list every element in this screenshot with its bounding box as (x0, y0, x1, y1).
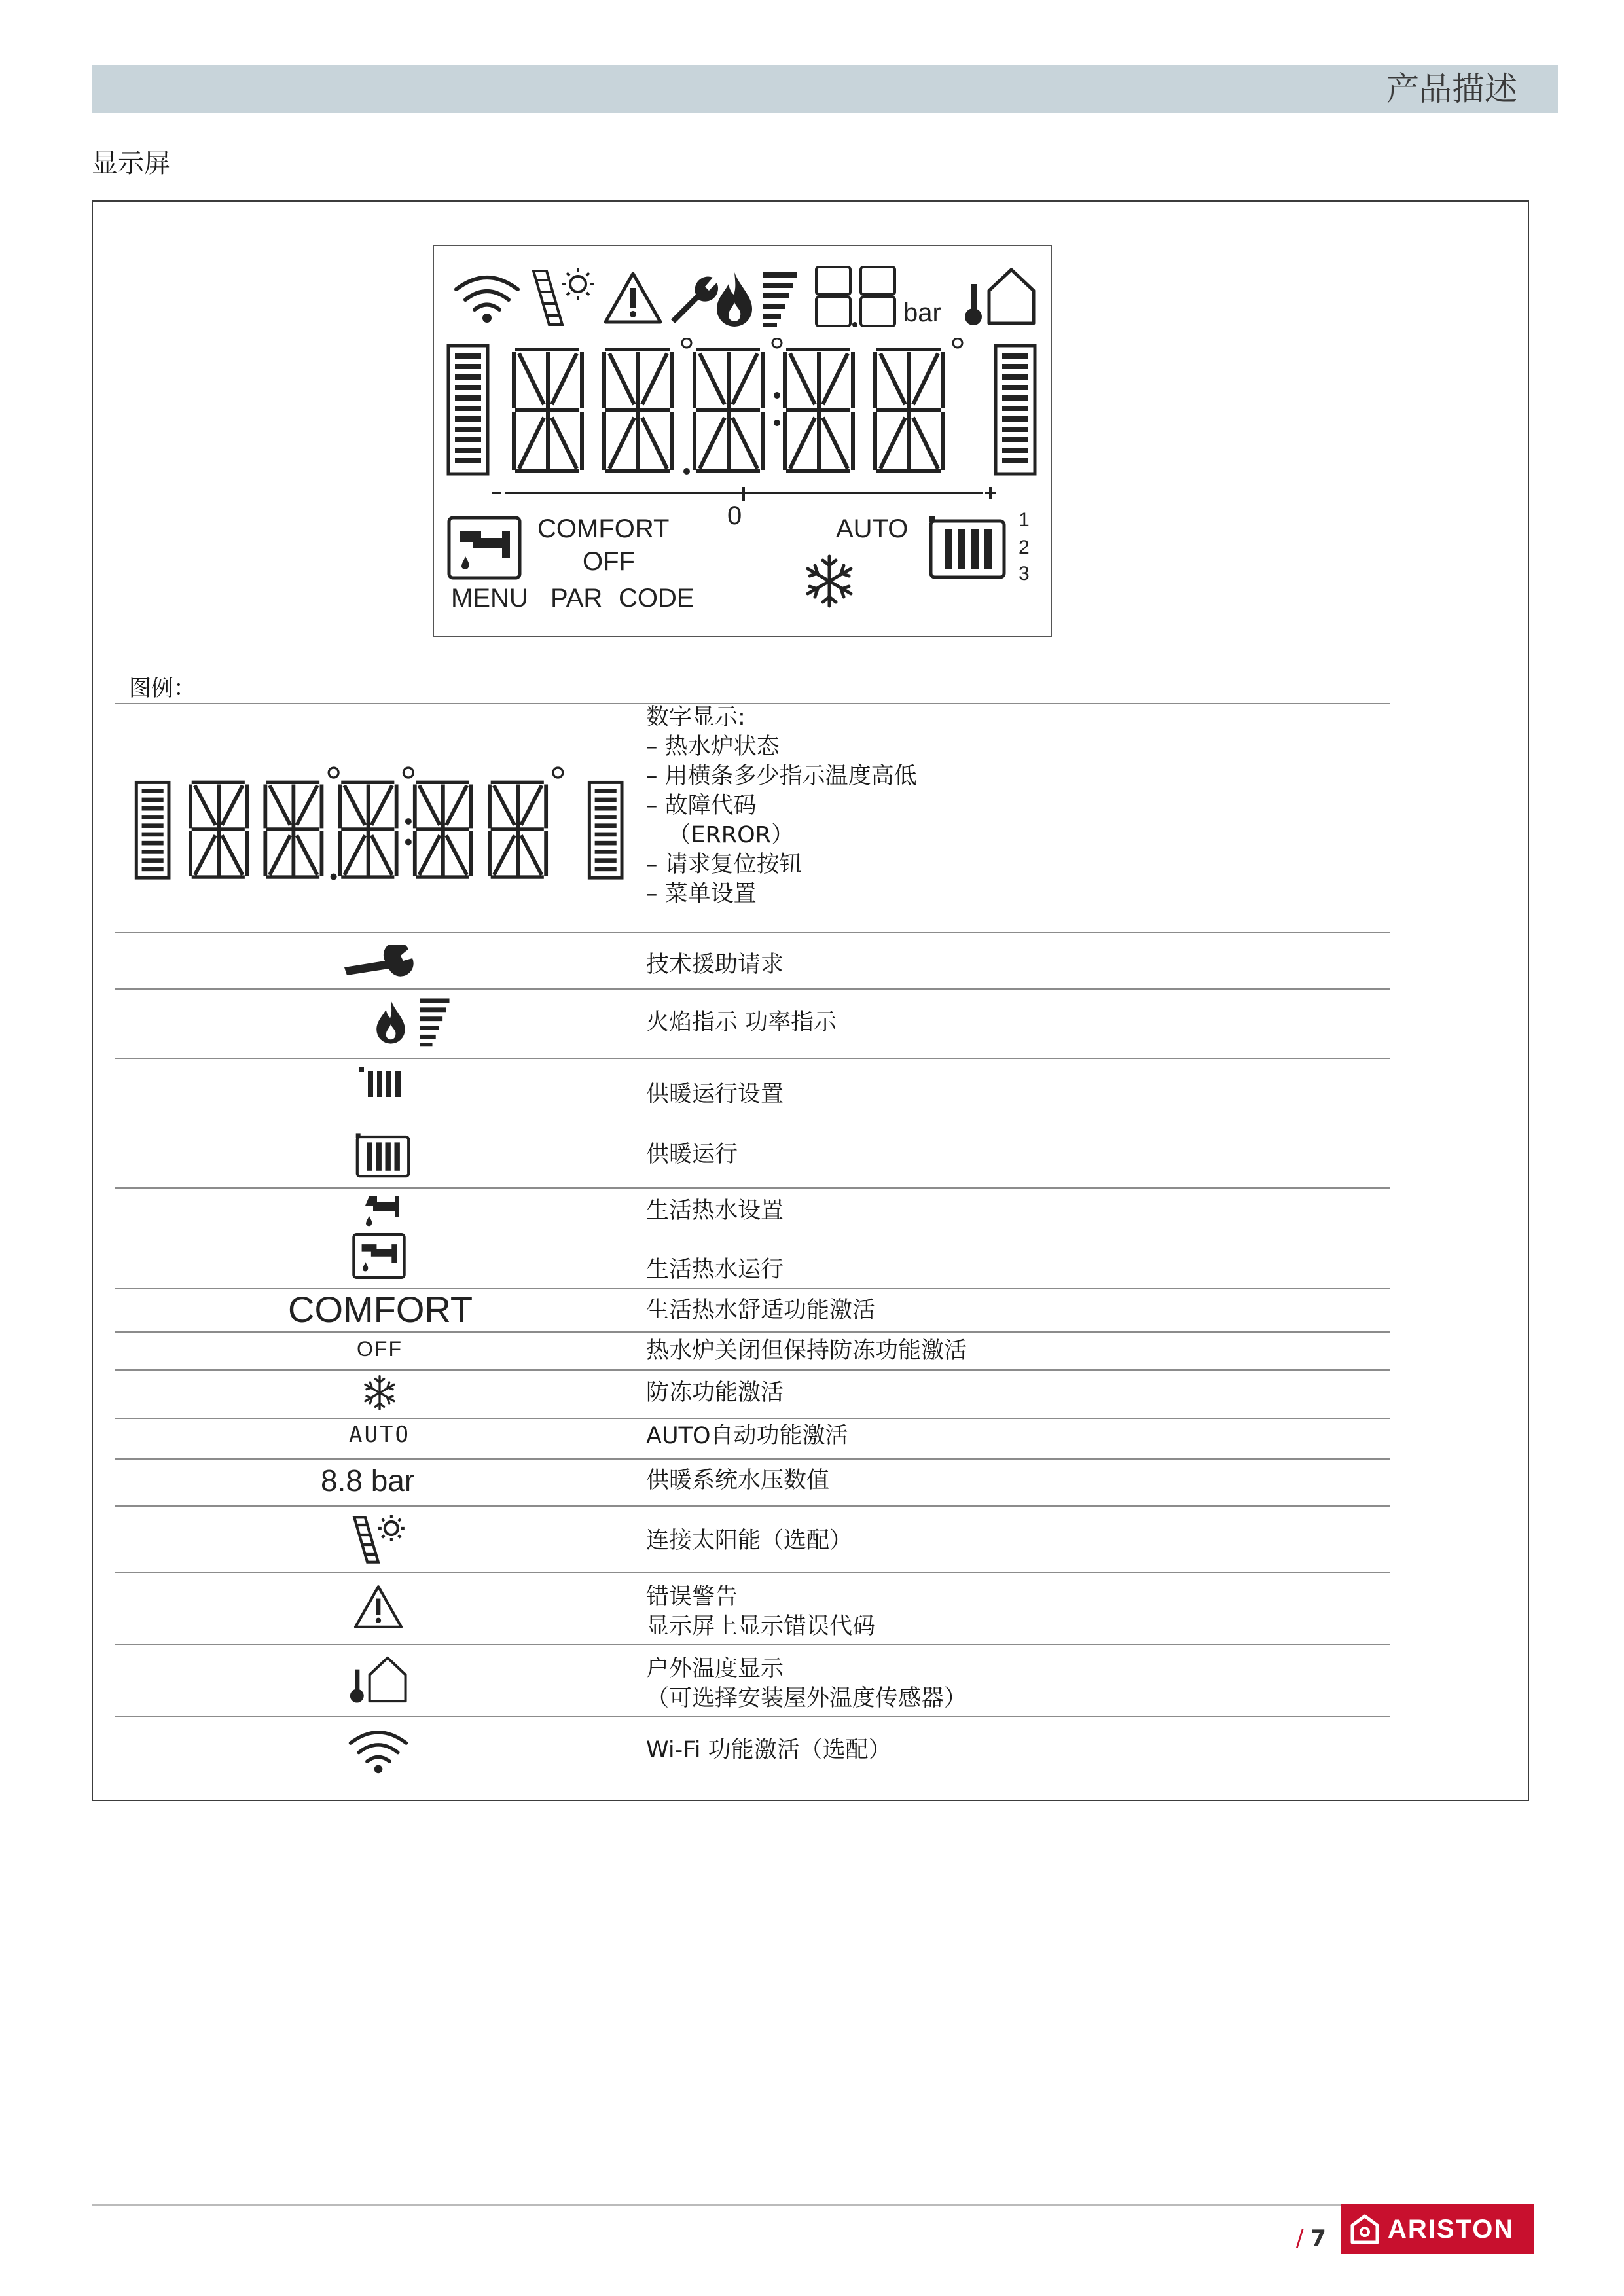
radiator-setting-icon (359, 1067, 401, 1098)
off-label: OFF (357, 1337, 403, 1361)
wrench-icon (664, 272, 718, 326)
flame-icon (374, 996, 407, 1046)
power-level-icon (416, 996, 453, 1047)
lcd-par-label: PAR (550, 584, 603, 613)
comfort-label: COMFORT (288, 1289, 473, 1330)
lcd-menu-label: MENU (451, 584, 528, 613)
outdoor-temp-icon (350, 1653, 410, 1706)
brand-name: ARISTON (1388, 2215, 1515, 2244)
legend-desc-off: 热水炉关闭但保持防冻功能激活 (646, 1338, 967, 1364)
desc-line: – 菜单设置 (646, 881, 757, 907)
digit-display (446, 338, 1039, 482)
legend-divider (115, 1644, 1390, 1645)
section-title: 显示屏 (92, 149, 170, 179)
snowflake-icon (802, 554, 857, 609)
legend-desc-digits (646, 703, 917, 909)
legend-divider (115, 1572, 1390, 1573)
house-logo-icon (1350, 2214, 1380, 2245)
legend-desc-wrench: 技术援助请求 (646, 952, 784, 978)
legend-desc-pressure: 供暖系统水压数值 (646, 1467, 830, 1494)
legend-divider (115, 1331, 1390, 1333)
footer-divider (92, 2204, 1532, 2206)
tap-operation-icon (351, 1233, 407, 1279)
desc-line: – 故障代码 (646, 793, 757, 819)
snowflake-icon (361, 1374, 398, 1411)
legend-desc-warning (646, 1583, 875, 1641)
header-title: 产品描述 (1386, 70, 1517, 108)
legend-desc-radiator-setting: 供暖运行设置 (646, 1081, 784, 1107)
zone-2-label: 2 (1019, 537, 1030, 558)
desc-line: 户外温度显示 (646, 1656, 784, 1682)
desc-line: 显示屏上显示错误代码 (646, 1613, 876, 1640)
page-number-value: 7 (1310, 2225, 1326, 2251)
digit-display-icon (134, 759, 625, 890)
legend-divider (115, 932, 1390, 933)
legend-divider (115, 1058, 1390, 1059)
radiator-operation-icon (355, 1132, 411, 1178)
legend-divider (115, 1418, 1390, 1419)
lcd-comfort-label: COMFORT (537, 514, 670, 543)
warning-icon (602, 270, 664, 326)
desc-line: – 热水炉状态 (646, 734, 780, 760)
legend-desc-tap-operation: 生活热水运行 (646, 1257, 784, 1283)
wrench-icon (343, 945, 416, 979)
desc-line: 数字显示: (646, 704, 746, 730)
legend-desc-snowflake: 防冻功能激活 (646, 1380, 784, 1406)
pressure-unit: bar (903, 298, 941, 327)
page-slash: / (1296, 2225, 1304, 2251)
header-band (92, 65, 1558, 113)
lcd-off-label: OFF (583, 547, 635, 576)
zone-3-label: 3 (1019, 563, 1030, 584)
outdoor-temp-icon (964, 264, 1039, 329)
tap-setting-icon (363, 1195, 401, 1228)
legend-divider (115, 1505, 1390, 1507)
legend-desc-radiator-operation: 供暖运行 (646, 1141, 738, 1168)
solar-icon (530, 264, 602, 327)
power-level-icon (760, 270, 799, 329)
zone-1-label: 1 (1019, 509, 1030, 531)
scale-zero: 0 (727, 501, 742, 530)
desc-line: – 请求复位按钮 (646, 852, 803, 878)
legend-title: 图例： (129, 675, 196, 702)
legend-divider (115, 1187, 1390, 1189)
pressure-digits (814, 264, 900, 330)
flame-icon (714, 270, 755, 327)
page-number (1296, 2225, 1326, 2251)
solar-icon (351, 1512, 411, 1564)
lcd-panel (433, 245, 1052, 637)
radiator-operation-icon (929, 514, 1006, 580)
tap-operation-icon (447, 516, 522, 580)
auto-label: AUTO (349, 1422, 410, 1448)
desc-line: – 用横条多少指示温度高低 (646, 763, 917, 789)
lcd-code-label: CODE (619, 584, 695, 613)
legend-desc-flame: 火焰指示 功率指示 (646, 1009, 837, 1035)
legend-divider (115, 1716, 1390, 1717)
pressure-label: 8.8 bar (321, 1463, 415, 1498)
legend-desc-wifi: Wi-Fi 功能激活（选配） (646, 1737, 892, 1763)
legend-desc-comfort: 生活热水舒适功能激活 (646, 1297, 876, 1323)
desc-line: （ERROR） (646, 822, 794, 848)
desc-line: （可选择安装屋外温度传感器） (646, 1685, 967, 1712)
legend-desc-auto: AUTO自动功能激活 (646, 1423, 848, 1449)
ariston-logo (1341, 2204, 1534, 2254)
legend-divider (115, 988, 1390, 990)
desc-line: 错误警告 (646, 1584, 738, 1610)
wifi-icon (346, 1725, 411, 1775)
legend-desc-outdoor-temp (646, 1655, 967, 1713)
wifi-icon (451, 270, 523, 325)
legend-desc-solar: 连接太阳能（选配） (646, 1528, 853, 1554)
temperature-scale (492, 483, 996, 503)
legend-divider (115, 1369, 1390, 1371)
warning-icon (352, 1583, 405, 1631)
lcd-auto-label: AUTO (836, 514, 909, 543)
legend-divider (115, 1458, 1390, 1460)
legend-desc-tap-setting: 生活热水设置 (646, 1198, 784, 1224)
